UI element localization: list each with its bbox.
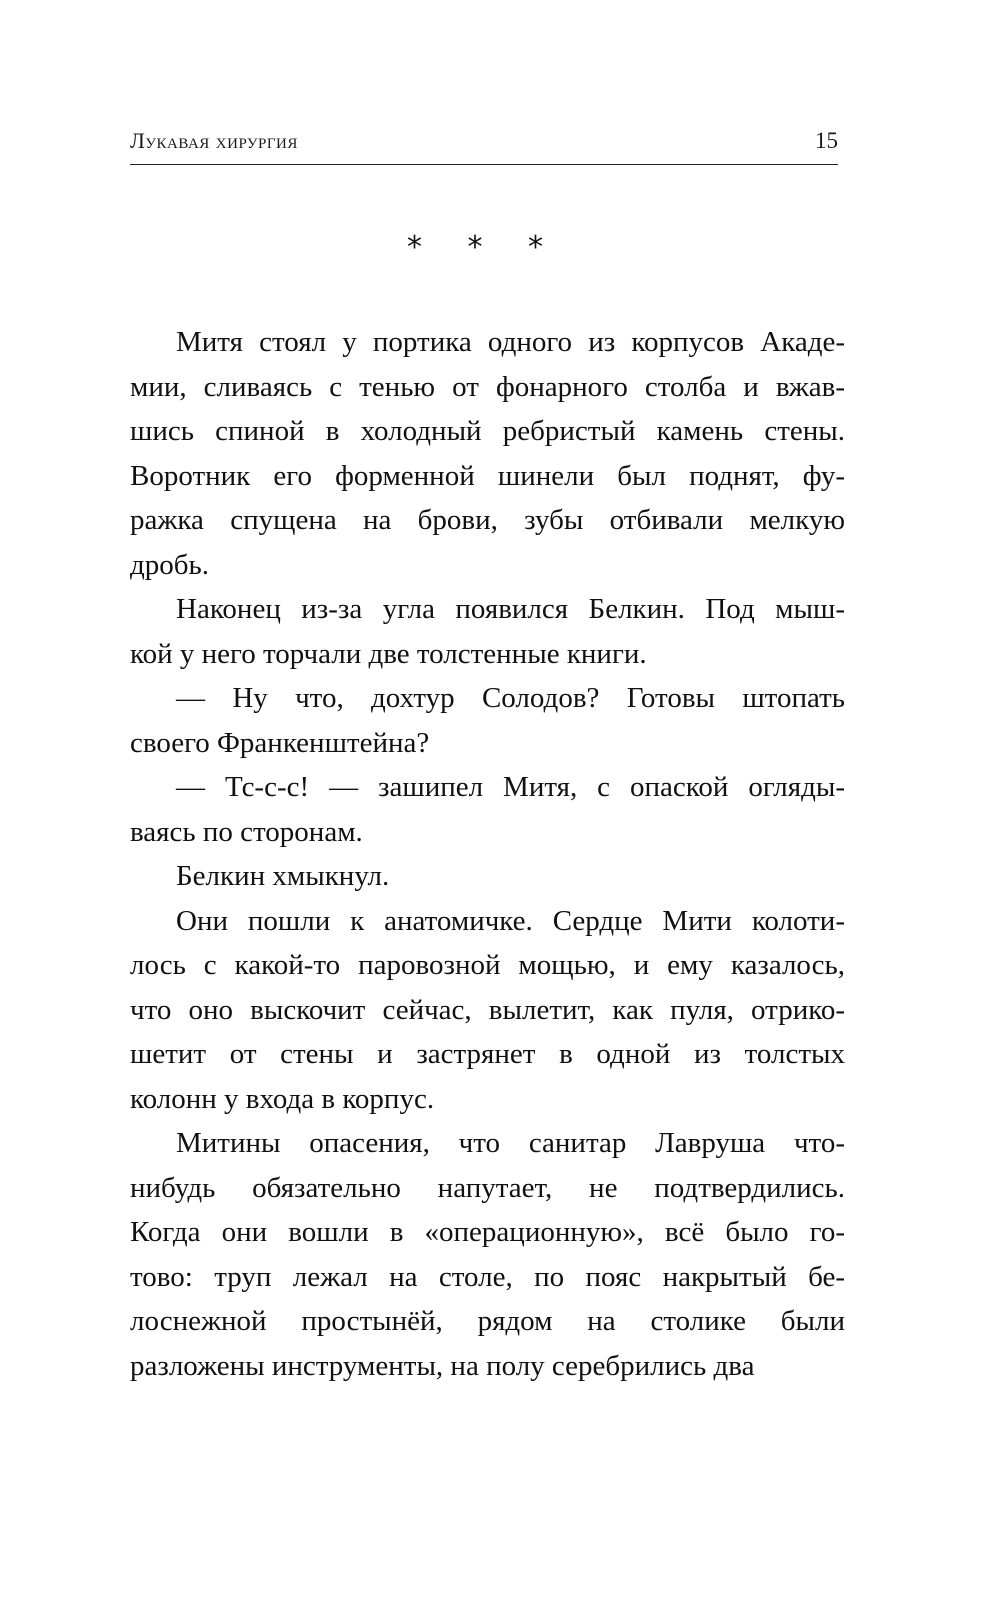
text-line: мии, сливаясь с тенью от фонарного столба и вжав- bbox=[130, 370, 845, 403]
text-line: своего Франкенштейна? bbox=[130, 726, 430, 759]
header-rule bbox=[130, 164, 838, 165]
text-line: Воротник его форменной шинели был поднят, фу- bbox=[130, 459, 845, 492]
text-line: тово: труп лежал на столе, по пояс накрытый бе- bbox=[130, 1260, 845, 1293]
text-line: Наконец из-за угла появился Белкин. Под мыш- bbox=[176, 593, 845, 625]
text-line: Они пошли к анатомичке. Сердце Мити колоти- bbox=[176, 904, 845, 937]
text-line: ражка спущена на брови, зубы отбивали мелкую bbox=[130, 504, 845, 536]
paragraph bbox=[130, 899, 845, 1122]
text-line: разложены инструменты, на полу серебрились два bbox=[130, 1349, 755, 1382]
paragraph bbox=[130, 676, 845, 765]
text-line: Митя стоял у портика одного из корпусов Акаде- bbox=[176, 326, 845, 358]
text-line: нибудь обязательно напутает, не подтвердились. bbox=[130, 1171, 845, 1204]
paragraph bbox=[130, 587, 845, 676]
text-line: лось с какой-то паровозной мощью, и ему казалось, bbox=[130, 949, 845, 981]
text-line: что оно выскочит сейчас, вылетит, как пуля, отрико- bbox=[130, 993, 845, 1026]
text-line: шетит от стены и застрянет в одной из толстых bbox=[130, 1038, 845, 1070]
text-line: Митины опасения, что санитар Лавруша что- bbox=[176, 1127, 845, 1159]
running-head bbox=[130, 128, 838, 164]
paragraph bbox=[130, 765, 845, 854]
paragraph bbox=[130, 320, 845, 587]
body-text bbox=[130, 320, 845, 1388]
text-line: — Тс-с-с! — зашипел Митя, с опаской огляды- bbox=[176, 771, 845, 803]
running-title: Лукавая хирургия bbox=[130, 128, 298, 153]
section-break: * * * bbox=[406, 230, 562, 265]
text-line: Белкин хмыкнул. bbox=[176, 860, 390, 892]
text-line: кой у него торчали две толстенные книги. bbox=[130, 637, 647, 670]
page-number: 15 bbox=[815, 128, 838, 153]
paragraph bbox=[130, 854, 845, 899]
text-line: лоснежной простынёй, рядом на столике были bbox=[130, 1305, 845, 1337]
text-line: шись спиной в холодный ребристый камень стены. bbox=[130, 415, 845, 447]
text-line: колонн у входа в корпус. bbox=[130, 1082, 435, 1115]
paragraph bbox=[130, 1121, 845, 1388]
text-line: Когда они вошли в «операционную», всё было го- bbox=[130, 1216, 845, 1248]
text-line: ваясь по сторонам. bbox=[130, 815, 363, 848]
text-line: дробь. bbox=[130, 548, 209, 581]
text-line: — Ну что, дохтур Солодов? Готовы штопать bbox=[176, 682, 845, 714]
